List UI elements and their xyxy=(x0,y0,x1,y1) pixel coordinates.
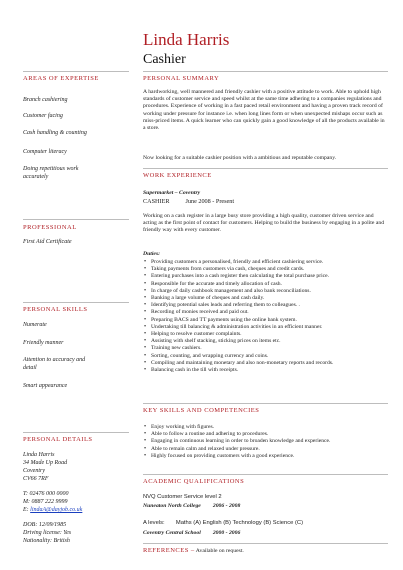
list-item: • Undertaking till balancing & administration activities in an efficient manner. xyxy=(143,324,387,331)
job-row xyxy=(143,198,387,205)
list-item: • Able to follow a routine and adhering to procedures. xyxy=(143,431,387,438)
phone: T: 02476 000 0000 xyxy=(23,491,69,497)
list-item: • Entering purchases into a cash register then calculating the total purchase price. xyxy=(143,273,387,280)
list-item: • Enjoy working with figures. xyxy=(143,424,387,431)
sidebar-divider xyxy=(23,71,129,72)
email-link[interactable]: lindaA@dayjob.co.uk xyxy=(30,507,83,513)
list-item: • Highly focused on providing customers with a good experience. xyxy=(143,453,387,460)
summary-paragraph: A hardworking, well mannered and friendly cashier with a positive attitude to work. Able to uphold high standards of customer service and speed whilst at the same time adhering to a companies regulations and procedures. Experience of working in a fast paced retail environment and having a proven track record of working under pressure for instance i.e. when long lines form or when unexpected mishaps occur such as miss-priced items. A quick learner who can quickly gain a good knowledge of all the products available in a store. xyxy=(143,89,385,132)
section-divider xyxy=(143,474,388,475)
references-text: Available on request. xyxy=(195,548,244,554)
duties-label: Duties: xyxy=(143,251,161,257)
candidate-name: Linda Harris xyxy=(143,30,230,49)
list-item: • Assisting with shelf stacking, sticking prices on items etc. xyxy=(143,338,387,345)
duties-list xyxy=(143,259,387,374)
section-divider xyxy=(143,168,388,169)
sidebar-divider xyxy=(23,219,129,220)
qualification-2: A levels: Maths (A) English (B) Technology (B) Science (C) xyxy=(143,520,304,526)
address-line: CV66 7RF xyxy=(23,476,49,482)
position: CASHIER xyxy=(143,198,170,205)
expertise-heading: AREAS OF EXPERTISE xyxy=(23,75,99,82)
school-1-dates: 2006 - 2008 xyxy=(212,503,241,509)
email-row xyxy=(23,506,131,514)
nationality: Nationality: British xyxy=(23,538,70,544)
school-2-dates: 2000 - 2006 xyxy=(212,530,241,536)
list-item: • Preparing BACS and TT payments using the online bank system. xyxy=(143,317,387,324)
date-of-birth: DOB: 12/09/1985 xyxy=(23,522,67,528)
summary-heading: PERSONAL SUMMARY xyxy=(143,75,220,82)
list-item: • Helping to resolve customer complaints. xyxy=(143,331,387,338)
skill-item: Attention to accuracy and detail xyxy=(23,357,86,371)
sidebar-divider xyxy=(23,432,129,433)
list-item: • Balancing cash in the till with receipts. xyxy=(143,367,387,374)
address-line: 34 Made Up Road xyxy=(23,460,68,466)
list-item: • Compiling and maintaining monetary and also non-monetary reports and records. xyxy=(143,360,387,367)
list-item: • In charge of daily cashbook management and also bank reconciliations. xyxy=(143,288,387,295)
qualification-1: NVQ Customer Service level 2 xyxy=(143,494,222,500)
skill-item: Numerate xyxy=(23,322,47,328)
school-2: Coventry Central School xyxy=(143,530,201,536)
list-item: • Sorting, counting, and wrapping currency and coins. xyxy=(143,353,387,360)
email-label: E: xyxy=(23,507,31,513)
list-item: • Able to remain calm and relaxed under pressure. xyxy=(143,446,387,453)
references-heading: REFERENCES – xyxy=(143,547,195,554)
sidebar-divider xyxy=(23,302,129,303)
experience-heading: WORK EXPERIENCE xyxy=(143,172,212,179)
driving-license: Driving license: Yes xyxy=(23,530,72,536)
address-line: Linda Harris xyxy=(23,452,55,458)
skills-heading: PERSONAL SKILLS xyxy=(23,306,88,313)
professional-item: First Aid Certificate xyxy=(23,239,72,245)
employer: Supermarket – Coventry xyxy=(143,190,201,196)
list-item: • Responsible for the accurate and timely allocation of cash. xyxy=(143,281,387,288)
professional-heading: PROFESSIONAL xyxy=(23,224,77,231)
section-divider xyxy=(143,403,388,404)
skill-item: Friendly manner xyxy=(23,340,64,346)
list-item: • Engaging in continuous learning in order to broaden knowledge and experience. xyxy=(143,438,387,445)
list-item: • Training new cashiers. xyxy=(143,345,387,352)
school-row-2 xyxy=(143,530,387,537)
references-row xyxy=(143,547,387,555)
details-heading: PERSONAL DETAILS xyxy=(23,436,93,443)
expertise-item: Doing repetitious work accurately xyxy=(23,166,79,180)
list-item: • Banking a large volume of cheques and cash daily. xyxy=(143,295,387,302)
list-item: • Recording of monies received and paid out. xyxy=(143,309,387,316)
school-row-1 xyxy=(143,503,387,510)
summary-goal: Now looking for a suitable cashier position with a ambitious and reputable company. xyxy=(143,155,337,161)
key-skills-list xyxy=(143,424,387,460)
qualifications-heading: ACADEMIC QUALIFICATIONS xyxy=(143,478,245,485)
section-divider xyxy=(143,71,388,72)
school-1: Nuneaton North College xyxy=(143,503,201,509)
skill-item: Smart appearance xyxy=(23,383,68,389)
expertise-item: Branch cashiering xyxy=(23,97,68,103)
job-dates: June 2008 - Present xyxy=(185,198,235,205)
job-description: Working on a cash register in a large busy store providing a high quality, customer driven service and acting as the first point of contact for customers. Helping to build the business by engaging in a polite and friendly way with every customer. xyxy=(143,213,385,234)
list-item: • Providing customers a personalised, friendly and efficient cashiering service. xyxy=(143,259,387,266)
job-title: Cashier xyxy=(143,52,186,67)
mobile: M: 0887 222 9999 xyxy=(23,499,68,505)
expertise-item: Computer literacy xyxy=(23,149,67,155)
key-skills-heading: KEY SKILLS AND COMPETENCIES xyxy=(143,407,260,414)
list-item: • Identifying potential sales leads and referring them to colleagues. . xyxy=(143,302,387,309)
expertise-item: Customer facing xyxy=(23,113,63,119)
expertise-item: Cash handling & counting xyxy=(23,130,87,136)
address-line: Coventry xyxy=(23,468,45,474)
section-divider xyxy=(143,543,388,544)
list-item: • Taking payments from customers via cash, cheques and credit cards. xyxy=(143,266,387,273)
